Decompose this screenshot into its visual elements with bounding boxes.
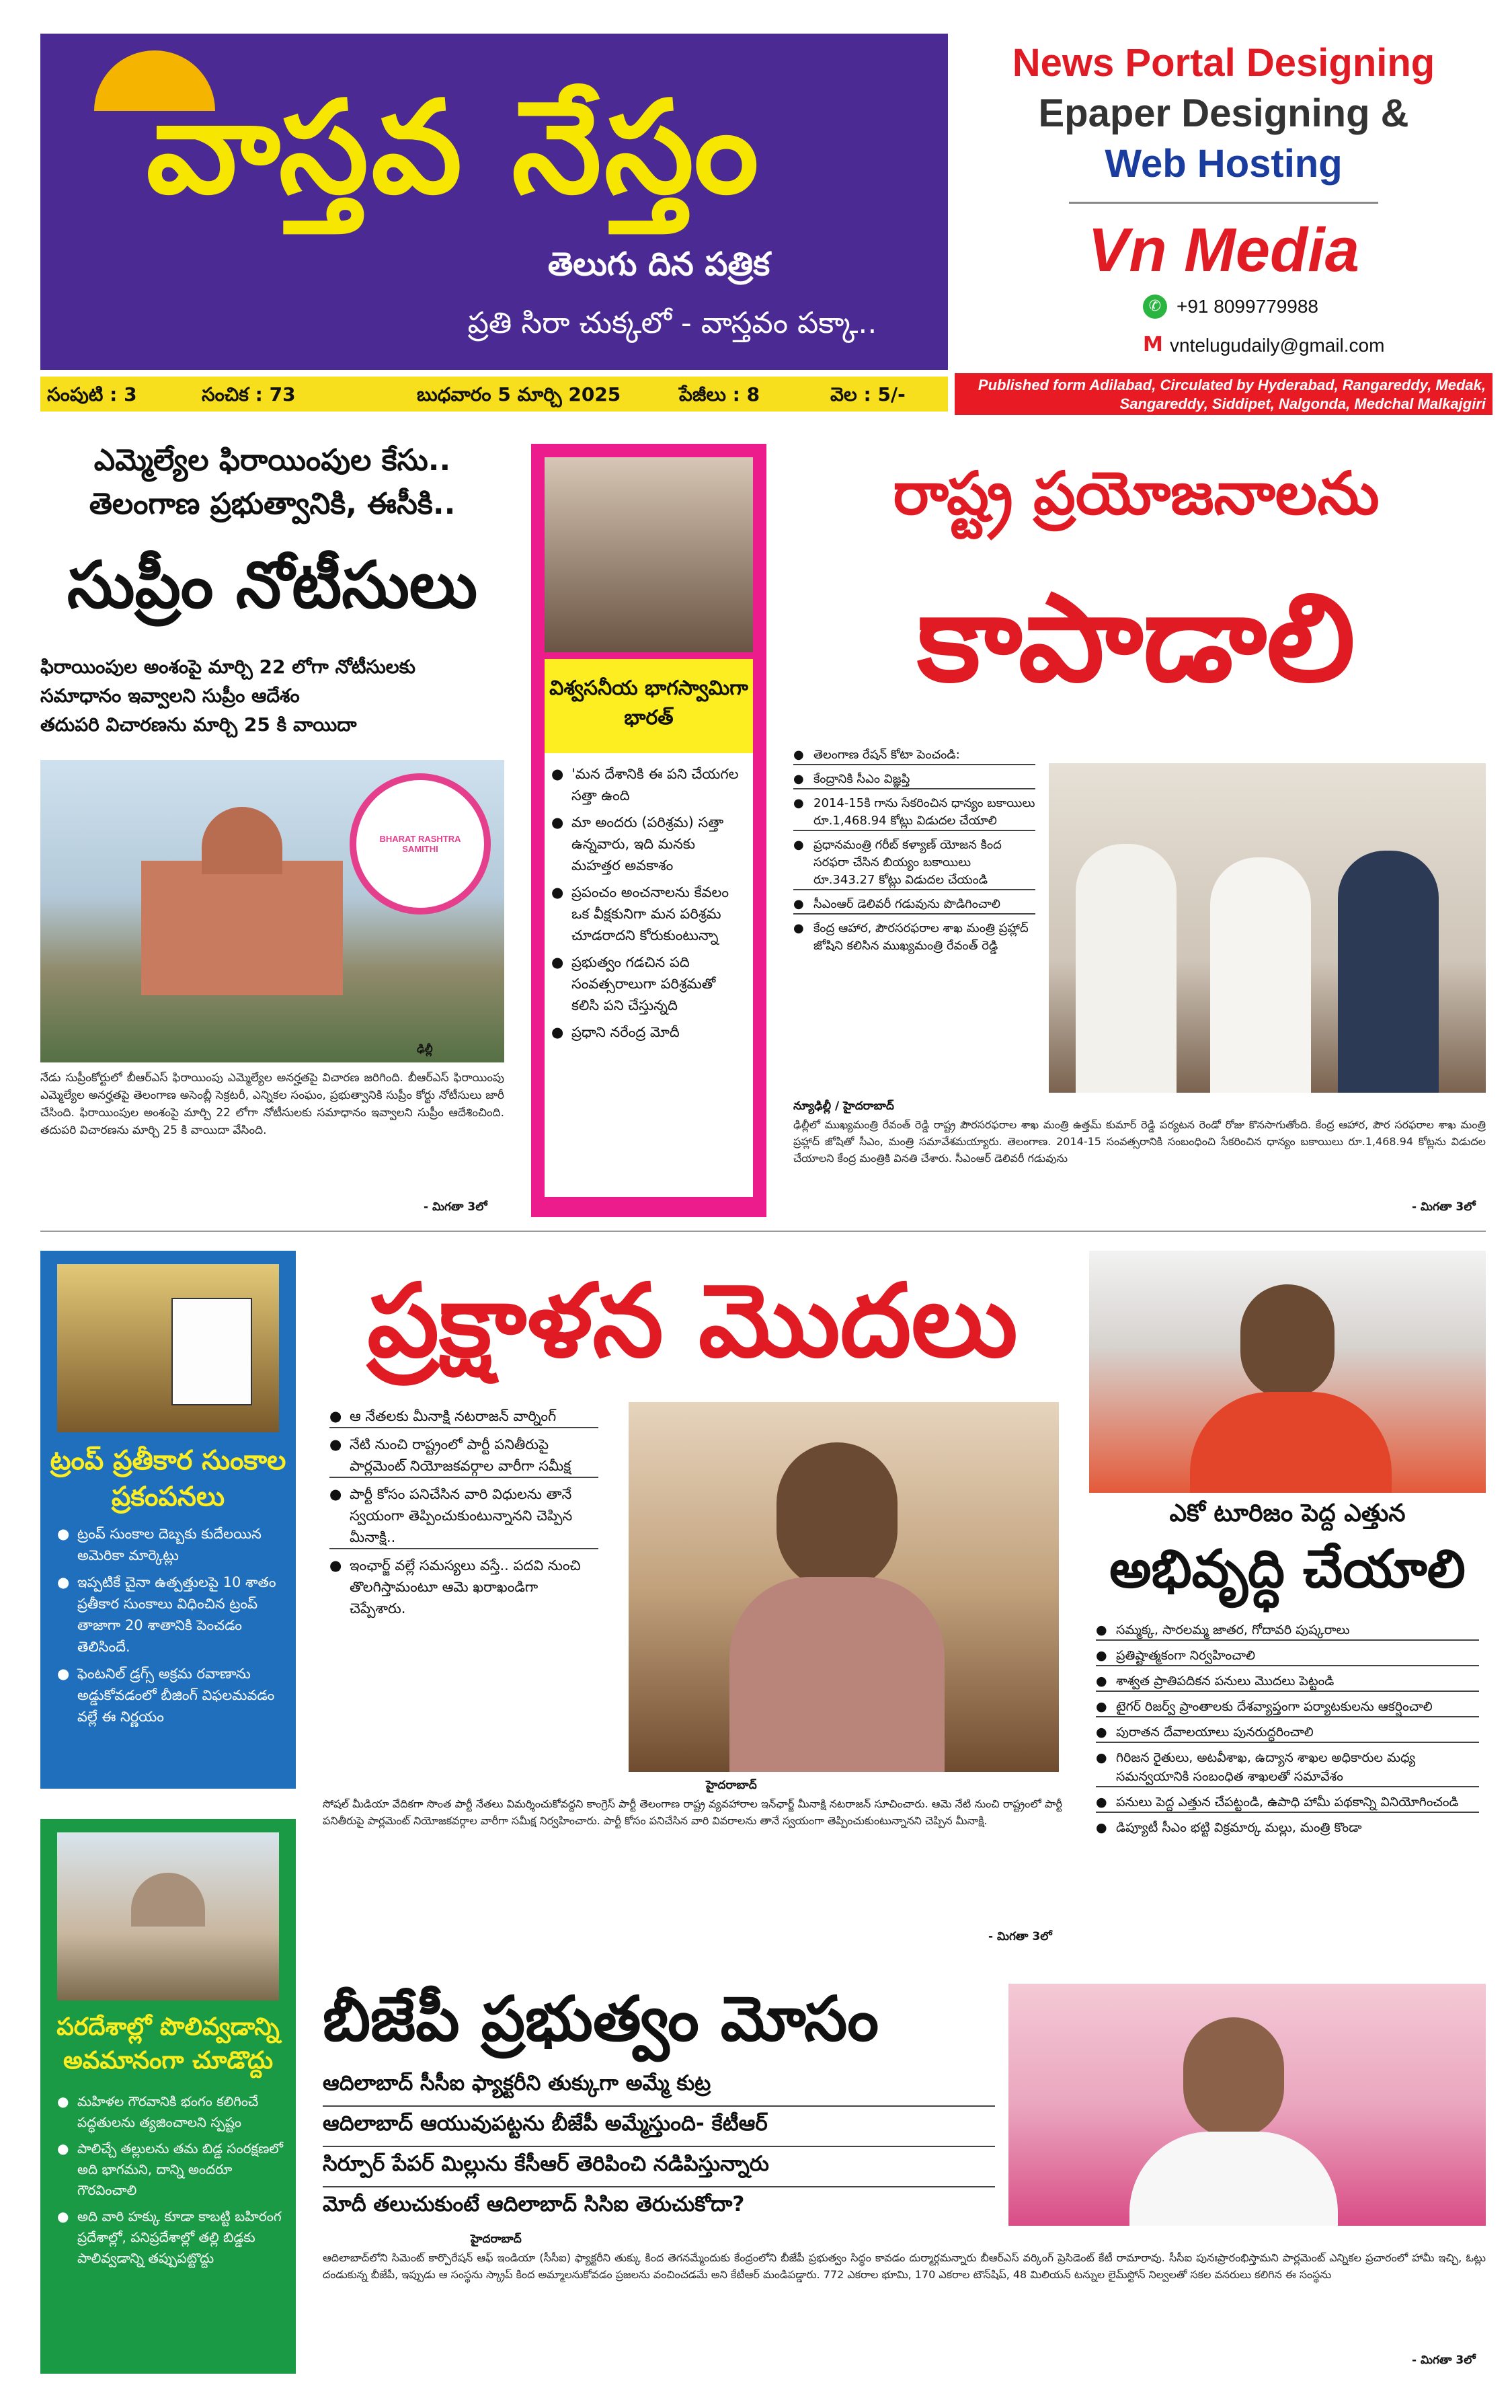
trump-photo (57, 1264, 279, 1432)
abroad-box (40, 1819, 296, 2374)
modi-box-inner (545, 659, 753, 1197)
prakshalana-bullet: ● ఇంఛార్జ్ వల్లే సమస్యలు వస్తే.. పదవి నుంచి తొలగిస్తామంటూ ఆమె ఖరాఖండిగా చెప్పేశారు. (329, 1555, 598, 1619)
abroad-bullet: ● అది వారి హక్కు కూడా కాబట్టి బహిరంగ ప్రదేశాల్లో, పనిప్రదేశాల్లో తల్లి బిడ్డకు పాలివ్వడాన్ని తప్పుపట్టొద్దు (57, 2206, 286, 2269)
body-state: ఢిల్లీలో ముఖ్యమంత్రి రేవంత్ రెడ్డి రాష్ట్ర పౌరసరఫరాల శాఖ మంత్రి ఉత్తమ్ కుమార్ రెడ్డి పర్యటన రెండో రోజు కొనసాగుతోంది. కేంద్ర ఆహార, పౌర సరఫరాల శాఖ మంత్రి ప్రహ్లాద్ జోషితో సీఎం, మంత్రి సమావేశమయ్యారు. తెలంగాణ. 2014-15 సంవత్సరానికి సంబంధించి సేకరించిన ధాన్యం బకాయిలు రూ.1,468.94 కోట్లను విడుదల చేయాలని కేంద్ర మంత్రికి వినతి చేశారు. సీఎంఆర్ డెలివరీ గడువును (793, 1118, 1486, 1165)
body-prakshalana: సోషల్ మీడియా వేదికగా సొంత పార్టీ నేతలు విమర్శించుకోవద్దని కాంగ్రెస్ పార్టీ తెలంగాణ రాష్ట్ర వ్యవహారాల ఇన్‌ఛార్జ్ మీనాక్షి నటరాజన్ సూచించారు. ఆమె నేటి నుంచి రాష్ట్రంలో పార్టీ పనితీరుపై పార్లమెంట్ నియోజకవర్గాల వారీగా సమీక్ష నిర్వహించారు. పార్టీ కోసం పనిచేసిన వారి వివరాలను తానే స్వయంగా తెప్పించుకుంటున్నానని చెప్పిన మీనాక్షి. (323, 1797, 1062, 1827)
headline-modi: విశ్వసనీయ భాగస్వామిగా భారత్ (545, 659, 753, 753)
ad-divider (1069, 202, 1378, 204)
abroad-photo (57, 1832, 279, 2001)
photo-caption-delhi: ఢిల్లీ (417, 1042, 433, 1055)
newspaper-subtitle: తెలుగు దిన పత్రిక (547, 245, 770, 283)
tourism-bullet: ● సమ్మక్క, సారలమ్మ జాతర, గోదావరి పుష్కరాలు (1096, 1621, 1479, 1641)
kicker-tourism: ఎకో టూరిజం పెద్ద ఎత్తున (1169, 1500, 1406, 1527)
modi-bullet: ● 'మన దేశానికి ఈ పని చేయగల సత్తా ఉంది (551, 763, 746, 806)
tourism-bullet: ● శాశ్వత ప్రాతిపదికన పనులు మొదలు పెట్టండి (1096, 1672, 1479, 1692)
minister-head (1240, 1284, 1335, 1399)
newspaper-tagline: ప్రతి సిరా చుక్కలో - వాస్తవం పక్కా.. (467, 306, 877, 340)
ad-brand: Vn Media (1088, 216, 1359, 284)
person-dark-jacket (1338, 851, 1439, 1093)
ktr-photo (1008, 1984, 1486, 2226)
continued-supreme: - మిగతా 3లో (424, 1200, 487, 1214)
court-building (141, 861, 343, 995)
continued-prakshalana: - మిగతా 3లో (988, 1930, 1052, 1943)
modi-bullet: ● ప్రధాని నరేంద్ర మోదీ (551, 1021, 746, 1043)
issue-info-bar (40, 377, 948, 412)
supreme-court-photo (40, 760, 504, 1062)
tourism-bullet: ● ప్రతిష్టాత్మకంగా నిర్వహించాలి (1096, 1646, 1479, 1666)
brs-emblem (350, 773, 491, 915)
state-bullet: ● తెలంగాణ రేషన్ కోటా పెంచండి: (793, 746, 1035, 765)
cm-meeting-photo (1049, 763, 1486, 1093)
modi-bullet: ● ప్రభుత్వం గడచిన పది సంవత్సరాలుగా పరిశ్రమతో కలిసి పని చేస్తున్నది (551, 951, 746, 1016)
kicker-supreme-2: తెలంగాణ ప్రభుత్వానికి, ఈసీకి.. (89, 487, 456, 521)
ktr-shirt (1129, 2132, 1338, 2226)
state-bullet: ● కేంద్రానికి సీఎం విజ్ఞప్తి (793, 771, 1035, 789)
headline-prakshalana: ప్రక్షాళన మొదలు (367, 1263, 1018, 1380)
advertisement-box (955, 34, 1493, 370)
abroad-bullet: ● పాలిచ్చే తల్లులను తమ బిడ్డ సంరక్షణలో అది భాగమని, దాన్ని అందరూ గౌరవించాలి (57, 2138, 286, 2201)
continued-state: - మిగతా 3లో (1412, 1200, 1476, 1214)
headline-state: కాపాడాలి (917, 568, 1355, 709)
person-shawl (729, 1577, 945, 1772)
trump-bullet: ● ఫెంటనిల్ డ్రగ్స్ అక్రమ రవాణాను అడ్డుకోవడంలో బీజింగ్ విఫలమవడం వల్లే ఈ నిర్ణయం (57, 1663, 286, 1727)
section-divider (40, 1231, 1486, 1232)
state-bullet: ● కేంద్ర ఆహార, పౌరసరఫరాల శాఖ మంత్రి ప్రహ్లాద్ జోషిని కలిసిన ముఖ్యమంత్రి రేవంత్ రెడ్డి (793, 920, 1035, 955)
person-head (777, 1442, 898, 1590)
ktr-head (1183, 2017, 1284, 2138)
ad-phone: +91 8099779988 (1177, 296, 1318, 317)
headline-abroad: పరదేశాల్లో పొలివ్వడాన్ని అవమానంగా చూడొద్దు (56, 2013, 280, 2074)
person-white-kurta (1076, 844, 1177, 1093)
body-supreme: నేడు సుప్రీంకోర్టులో బీఆర్ఎస్ ఫిరాయింపు ఎమ్మెల్యేల అనర్హతపై విచారణ జరిగింది. బీఆర్ఎస్ ఫిరాయింపు ఎమ్మెల్యేల అనర్హతపై తెలంగాణ అసెంబ్లీ సెక్రటరీ, ఎన్నికల సంఘం, ప్రభుత్వానికి సుప్రీం కోర్టు నోటీసులు జారీ చేసింది. ఫిరాయింపుల అంశంపై మార్చి 22 లోగా నోటీసులకు సమాధానం ఇవ్వాలని సుప్రీం ఆదేశించింది. తదుపరి విచారణను మార్చి 25 కి వాయిదా వేసింది. (40, 1071, 504, 1137)
trump-bullets (57, 1523, 286, 1733)
page-count: పేజీలు : 8 (679, 383, 760, 405)
headline-supreme: సుప్రీం నోటీసులు (67, 547, 478, 623)
deck-supreme-2: సమాధానం ఇవ్వాలని సుప్రీం ఆదేశం (40, 685, 300, 707)
person-white-shirt (1210, 857, 1311, 1093)
prakshalana-bullet: ● పార్టీ కోసం పనిచేసిన వారి విధులను తానే స్వయంగా తెప్పించుకుంటున్నానని చెప్పిన మీనాక్షి.. (329, 1483, 598, 1549)
tourism-bullet: ● టైగర్ రిజర్వ్ ప్రాంతాలకు దేశవ్యాప్తంగా పర్యాటకులను ఆకర్షించాలి (1096, 1697, 1479, 1717)
prakshalana-bullet: ● ఆ నేతలకు మీనాక్షి నటరాజన్ వార్నింగ్ (329, 1405, 598, 1428)
state-bullet: ● 2014-15కి గాను సేకరించిన ధాన్యం బకాయిలు రూ.1,468.94 కోట్లు విడుదల చేయాలి (793, 795, 1035, 831)
state-bullet: ● ప్రధానమంత్రి గరీబ్ కళ్యాణ్ యోజన కింద సరఫరా చేసిన బియ్యం బకాయిలు రూ.343.27 కోట్లు విడుదల చేయండి (793, 837, 1035, 890)
abroad-bullets (57, 2091, 286, 2274)
deck-bjp-2: ఆదిలాబాద్ ఆయువుపట్టను బీజేపీ అమ్మేస్తుంది- కేటీఆర్ (323, 2111, 995, 2147)
deck-bjp-3: సిర్పూర్ పేపర్ మిల్లును కేసీఆర్ తెరిపించి నడిపిస్తున్నారు (323, 2152, 995, 2187)
modi-photo (545, 457, 753, 652)
body-bjp: ఆదిలాబాద్‌లోని సిమెంట్ కార్పొరేషన్ ఆఫ్ ఇండియా (సీసీఐ) ఫ్యాక్టరీని తుక్కు కింద తెగనమ్మేందుకు కేంద్రంలోని బీజేపీ ప్రభుత్వం సిద్ధం కావడం దుర్మార్గమన్నారు బీఆర్ఎస్ వర్కింగ్ ప్రెసిడెంట్ కేటీ రామారావు. సీసీఐ పునఃప్రారంభిస్తామని పార్లమెంట్ ఎన్నికల ప్రచారంలో హామీ ఇచ్చి, ఓట్లు దండుకున్న బీజేపీ, ఇప్పుడు ఆ సంస్థను స్క్రాప్ కింద అమ్మాలనుకోవడం ప్రజలను వంచించడమే అని కేటీఆర్ మండిపడ్డారు. 772 ఎకరాల భూమి, 170 ఎకరాల టౌన్‌షిప్, 48 మిలియన్ టన్నుల లైమ్‌స్టోన్ నిల్వలతో సకల వనరులు కలిగిన ఈ సంస్థను (323, 2251, 1486, 2281)
dateline-state: న్యూఢిల్లీ / హైదరాబాద్ (793, 1099, 894, 1113)
signed-order (171, 1298, 252, 1405)
state-bullet: ● సీఎంఆర్ డెలివరీ గడువును పొడిగించాలి (793, 896, 1035, 915)
ad-line-2: Epaper Designing & (1038, 91, 1409, 135)
deck-bjp-4: మోదీ తలుచుకుంటే ఆదిలాబాద్ సిసిఐ తెరుచుకోదా? (323, 2192, 745, 2216)
state-bullets (793, 746, 1035, 960)
kicker-supreme-1: ఎమ్మెల్యేల ఫిరాయింపుల కేసు.. (93, 443, 451, 477)
prakshalana-bullet: ● నేటి నుంచి రాష్ట్రంలో పార్టీ పనితీరుపై పార్లమెంట్ నియోజకవర్గాల వారీగా సమీక్ష (329, 1434, 598, 1478)
tourism-bullet: ● గిరిజన రైతులు, అటవీశాఖ, ఉద్యాన శాఖల అధికారుల మధ్య సమన్వయానికి సంబంధిత శాఖలతో సమావేశం (1096, 1748, 1479, 1787)
ad-line-1: News Portal Designing (1012, 41, 1435, 85)
deck-bjp-1: ఆదిలాబాద్ సీసీఐ ఫ్యాక్టరీని తుక్కుగా అమ్మే కుట్ర (323, 2071, 995, 2107)
newspaper-title: వాస్తవ నేస్తం (146, 73, 762, 222)
gmail-icon: M (1143, 333, 1163, 356)
deck-supreme-3: తదుపరి విచారణను మార్చి 25 కి వాయిదా (40, 713, 357, 736)
tourism-bullets (1096, 1621, 1479, 1842)
trump-bullet: ● ఇప్పటికే చైనా ఉత్పత్తులపై 10 శాతం ప్రతీకార సుంకాలు విధించిన ట్రంప్ తాజాగా 20 శాతానికి పెంచడం తెలిసిందే. (57, 1571, 286, 1658)
prakshalana-bullets (329, 1405, 598, 1625)
dateline-prakshalana: హైదరాబాద్ (706, 1779, 757, 1792)
meenakshi-photo (629, 1402, 1059, 1772)
headline-trump: ట్రంప్ ప్రతీకార సుంకాల ప్రకంపనలు (50, 1445, 286, 1512)
volume: సంపుటి : 3 (47, 383, 137, 405)
continued-bjp: - మిగతా 3లో (1412, 2354, 1476, 2367)
whatsapp-icon: ✆ (1143, 295, 1167, 319)
headline-tourism: అభివృద్ధి చేయాలి (1109, 1539, 1466, 1600)
minister-saree (1190, 1392, 1392, 1493)
modi-bullet: ● ప్రపంచం అంచనాలను కేవలం ఒక వీక్షకునిగా మన పరిశ్రమ చూడరాదని కోరుకుంటున్నా (551, 882, 746, 946)
issue-date: బుధవారం 5 మార్చి 2025 (417, 383, 621, 405)
abroad-bullet: ● మహిళల గౌరవానికి భంగం కలిగించే పద్ధతులను త్యజించాలని స్పష్టం (57, 2091, 286, 2133)
ad-email: vntelugudaily@gmail.com (1170, 335, 1385, 356)
tourism-bullet: ● డిప్యూటీ సీఎం భట్టి విక్రమార్క మల్లు, మంత్రి కొండా (1096, 1818, 1479, 1837)
ad-line-3: Web Hosting (1105, 142, 1343, 186)
dateline-bjp: హైదరాబాద్ (471, 2232, 522, 2246)
issue-number: సంచిక : 73 (202, 383, 296, 405)
trump-bullet: ● ట్రంప్ సుంకాల దెబ్బకు కుదేలయిన అమెరికా మార్కెట్లు (57, 1523, 286, 1566)
modi-box (531, 444, 766, 1217)
kicker-state: రాష్ట్ర ప్రయోజనాలను (893, 459, 1380, 528)
modi-bullets (551, 763, 746, 1048)
court-dome (202, 807, 282, 874)
tourism-bullet: ● పురాతన దేవాలయాలు పునరుద్ధరించాలి (1096, 1723, 1479, 1743)
minister-photo (1089, 1251, 1486, 1493)
price: వెల : 5/- (830, 383, 906, 405)
brs-emblem-text: BHARAT RASHTRA SAMITHI (379, 834, 461, 854)
headline-bjp: బీజేపీ ప్రభుత్వం మోసం (323, 1983, 879, 2055)
tourism-bullet: ● పనులు పెద్ద ఎత్తున చేపట్టండి, ఉపాధి హామీ పథకాన్ని వినియోగించండి (1096, 1793, 1479, 1813)
modi-bullet: ● మా అందరు (పరిశ్రమ) సత్తా ఉన్నవారు, ఇది మనకు మహత్తర అవకాశం (551, 812, 746, 876)
deck-supreme-1: ఫిరాయింపుల అంశంపై మార్చి 22 లోగా నోటీసులకు (40, 656, 415, 678)
publication-line: Published form Adilabad, Circulated by Hyderabad, Rangareddy, Medak, Sangareddy, Siddipet, Nalgonda, Medchal Malkajgiri (955, 373, 1493, 415)
abroad-dome (131, 1873, 205, 1927)
trump-box (40, 1251, 296, 1789)
